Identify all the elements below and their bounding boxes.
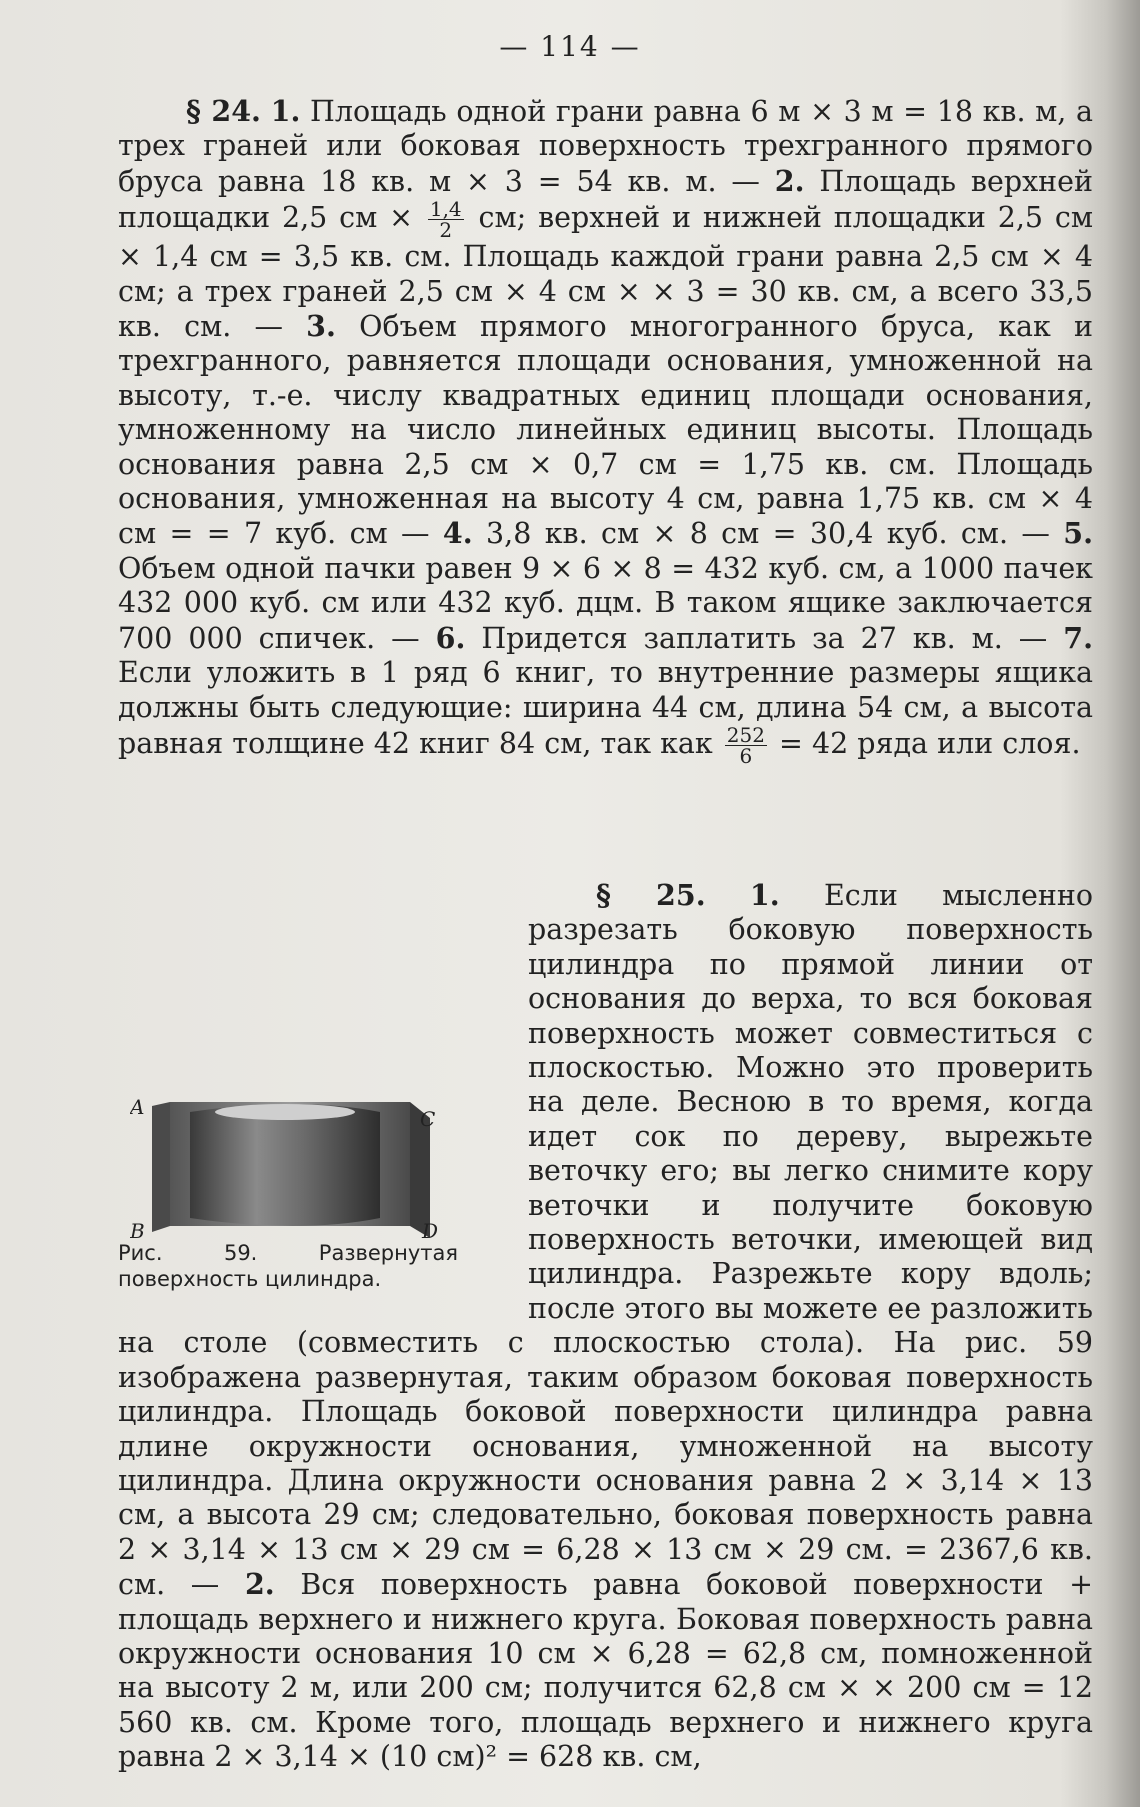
point-label-d: D xyxy=(422,1219,439,1243)
section-24-label: § 24. xyxy=(186,94,261,128)
item-number: 2. xyxy=(244,1567,275,1602)
section-25-paragraph xyxy=(118,878,1093,1775)
section-24-item-2b: см; верхней и нижней площадки 2,5 см × 1,4 см = 3,5 кв. см. Площадь каждой грани равна 2,5 см × 4 см; а трех граней 2,5 см × 4 см × × 3 = 30 кв. см, а всего 33,5 кв. см. — xyxy=(118,201,1094,344)
point-label-c: C xyxy=(420,1107,436,1131)
cylinder-top-shape xyxy=(215,1104,355,1120)
item-number: 1. xyxy=(270,94,301,128)
point-label-a: A xyxy=(130,1098,145,1119)
section-24-item-5: Объем одной пачки равен 9 × 6 × 8 = 432 куб. см, а 1000 пачек 432 000 куб. см или 432 куб. дцм. В таком ящике заключается 700 000 спичек. — xyxy=(118,551,1093,655)
item-number: 2. xyxy=(774,163,805,198)
section-24-item-6: Придется заплатить за 27 кв. м. — xyxy=(481,621,1048,655)
section-24-item-4: 3,8 кв. см × 8 см = 30,4 куб. см. — xyxy=(486,517,1050,551)
figure-caption: Рис. 59. Развернутая поверхность цилиндра. xyxy=(118,1241,458,1291)
section-24-paragraph xyxy=(118,94,1093,766)
section-24-item-7: Если уложить в 1 ряд 6 книг, то внутренние размеры ящика должны быть следующие: ширина 44 см, длина 54 см, а высота равная толщине 42 книг 84 см, так как xyxy=(118,656,1093,760)
unrolled-cylinder-illustration xyxy=(130,1098,440,1243)
fraction-denominator: 6 xyxy=(739,743,753,768)
section-25-item-2: Вся поверхность равна боковой поверхности + площадь верхнего и нижнего круга. Боковая поверхность равна окружности основания 10 см × 6,28 = 62,8 см, помноженной на высоту 2 м, или 200 см; получится 62,8 см × × 200 см = 12 560 кв. см. Кроме того, площадь верхнего и нижнего круга равна 2 × 3,14 × (10 см)² = 628 кв. см, xyxy=(118,1568,1093,1774)
fraction-numerator: 1,4 xyxy=(429,197,462,222)
item-number: 6. xyxy=(435,620,466,655)
item-number: 4. xyxy=(442,516,473,551)
left-flap-shape xyxy=(152,1102,170,1232)
item-number: 3. xyxy=(306,309,336,344)
fraction-252-over-6 xyxy=(725,722,767,768)
fraction-1-4-over-2 xyxy=(428,197,464,243)
section-24-item-7b: = 42 ряда или слоя. xyxy=(779,726,1081,760)
section-24-item-2a: Площадь верхней площадки 2,5 см × xyxy=(118,164,1093,235)
fraction-denominator: 2 xyxy=(439,218,453,243)
item-number: 5. xyxy=(1063,516,1094,551)
cylinder-shape xyxy=(190,1104,380,1226)
item-number: 1. xyxy=(749,878,780,912)
section-24-item-1: Площадь одной грани равна 6 м × 3 м = 18 кв. м, а трех граней или боковая поверхность трехгранного прямого бруса равна 18 кв. м × 3 = 54 кв. м. — xyxy=(118,95,1093,198)
fraction-numerator: 252 xyxy=(726,722,765,747)
section-25-item-1: Если мысленно разрезать боковую поверхность цилиндра по прямой линии от основания до верха, то вся боковая поверхность может совместиться с плоскостью. Можно это проверить на деле. Весною в то время, когда идет сок по дереву, вырежьте веточку его; вы легко снимите кору веточки и получите боковую поверхность веточки, имеющей вид цилиндра. Разрежьте кору вдоль; после этого вы можете ее разложить на столе (совместить с плоскостью стола). На рис. 59 изображена развернутая, таким образом боковая поверхность цилиндра. Площадь боковой поверхности цилиндра равна длине окружности основания, умноженной на высоту цилиндра. Длина окружности основания равна 2 × 3,14 × 13 см, а высота 29 см; следовательно, боковая поверхность равна 2 × 3,14 × 13 см × 29 см = 6,28 × 13 см × 29 см. = 2367,6 кв. см. — xyxy=(118,879,1094,1602)
section-24-item-3: Объем прямого многогранного бруса, как и трехгранного, равняется площади основания, умноженной на высоту, т.-е. числу квадратных единиц площади основания, умноженному на число линейных единиц высоты. Площадь основания равна 2,5 см × 0,7 см = 1,75 кв. см. Площадь основания, умноженная на высоту 4 см, равна 1,75 кв. см × 4 см = = 7 куб. см — xyxy=(118,310,1093,551)
figure-59 xyxy=(118,978,518,1323)
section-25-label: § 25. xyxy=(596,878,706,912)
page-number: — 114 — xyxy=(499,30,641,63)
point-label-b: B xyxy=(130,1219,145,1243)
item-number: 7. xyxy=(1063,620,1094,655)
